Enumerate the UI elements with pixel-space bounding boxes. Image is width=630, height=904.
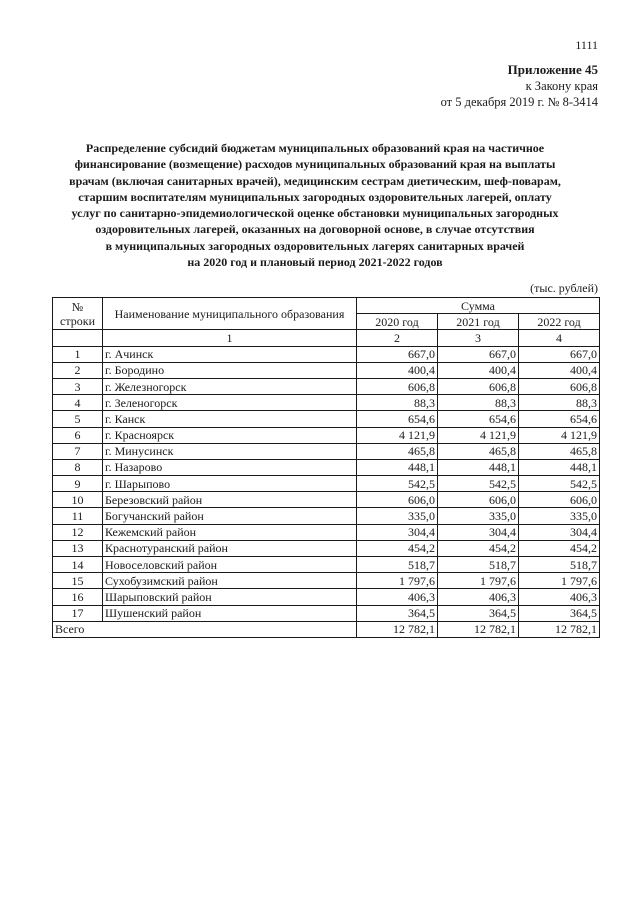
value-2021: 542,5 xyxy=(438,476,519,492)
value-2020: 606,8 xyxy=(357,378,438,394)
value-2021: 606,8 xyxy=(438,378,519,394)
value-2022: 542,5 xyxy=(519,476,600,492)
value-2022: 88,3 xyxy=(519,395,600,411)
value-2022: 406,3 xyxy=(519,589,600,605)
municipality-name: г. Канск xyxy=(103,411,357,427)
value-2021: 406,3 xyxy=(438,589,519,605)
table-row xyxy=(53,476,600,492)
value-2022: 518,7 xyxy=(519,557,600,573)
row-number: 4 xyxy=(53,395,103,411)
value-2020: 4 121,9 xyxy=(357,427,438,443)
row-number: 13 xyxy=(53,540,103,556)
value-2022: 4 121,9 xyxy=(519,427,600,443)
heading-line: оздоровительных лагерей, оказанных на договорной основе, в случае отсутствия xyxy=(95,222,535,237)
table-row xyxy=(53,589,600,605)
table-row xyxy=(53,524,600,540)
value-2020: 304,4 xyxy=(357,524,438,540)
table-body xyxy=(53,346,600,637)
row-number: 11 xyxy=(53,508,103,524)
header-name: Наименование муниципального образования xyxy=(103,298,357,330)
value-2021: 364,5 xyxy=(438,605,519,621)
row-number: 15 xyxy=(53,573,103,589)
value-2022: 400,4 xyxy=(519,362,600,378)
row-number: 2 xyxy=(53,362,103,378)
col-number: 2 xyxy=(357,330,438,346)
heading-line: Распределение субсидий бюджетам муниципальных образований края на частичное xyxy=(85,141,545,155)
value-2021: 654,6 xyxy=(438,411,519,427)
municipality-name: г. Железногорск xyxy=(103,378,357,394)
row-number: 1 xyxy=(53,346,103,362)
value-2022: 606,8 xyxy=(519,378,600,394)
column-numbers-row xyxy=(53,330,600,346)
value-2020: 667,0 xyxy=(357,346,438,362)
col-number: 3 xyxy=(438,330,519,346)
value-2021: 88,3 xyxy=(438,395,519,411)
municipality-name: г. Шарыпово xyxy=(103,476,357,492)
municipality-name: Березовский район xyxy=(103,492,357,508)
total-2022: 12 782,1 xyxy=(519,621,600,637)
value-2021: 454,2 xyxy=(438,540,519,556)
table-row xyxy=(53,395,600,411)
municipality-name: Сухобузимский район xyxy=(103,573,357,589)
header-year-2020: 2020 год xyxy=(357,314,438,330)
appendix-block xyxy=(441,62,598,110)
value-2021: 448,1 xyxy=(438,459,519,475)
table-row xyxy=(53,540,600,556)
value-2022: 606,0 xyxy=(519,492,600,508)
municipality-name: Кежемский район xyxy=(103,524,357,540)
value-2022: 1 797,6 xyxy=(519,573,600,589)
col-number: 4 xyxy=(519,330,600,346)
row-number: 7 xyxy=(53,443,103,459)
table-row xyxy=(53,492,600,508)
value-2022: 667,0 xyxy=(519,346,600,362)
value-2020: 400,4 xyxy=(357,362,438,378)
value-2020: 406,3 xyxy=(357,589,438,605)
row-number: 14 xyxy=(53,557,103,573)
table-row xyxy=(53,508,600,524)
value-2021: 400,4 xyxy=(438,362,519,378)
value-2020: 364,5 xyxy=(357,605,438,621)
col-number: 1 xyxy=(103,330,357,346)
value-2021: 4 121,9 xyxy=(438,427,519,443)
table-header-row xyxy=(53,298,600,314)
value-2021: 667,0 xyxy=(438,346,519,362)
value-2020: 518,7 xyxy=(357,557,438,573)
table-row xyxy=(53,378,600,394)
row-number: 5 xyxy=(53,411,103,427)
value-2020: 335,0 xyxy=(357,508,438,524)
municipality-name: Новоселовский район xyxy=(103,557,357,573)
table-row xyxy=(53,411,600,427)
row-number: 3 xyxy=(53,378,103,394)
header-year-2021: 2021 год xyxy=(438,314,519,330)
row-number: 8 xyxy=(53,459,103,475)
table-row xyxy=(53,459,600,475)
value-2021: 465,8 xyxy=(438,443,519,459)
table-row xyxy=(53,557,600,573)
heading-line: финансирование (возмещение) расходов муниципальных образований края на выплаты xyxy=(74,157,556,172)
value-2020: 448,1 xyxy=(357,459,438,475)
value-2022: 465,8 xyxy=(519,443,600,459)
row-number: 16 xyxy=(53,589,103,605)
municipality-name: Краснотуранский район xyxy=(103,540,357,556)
heading-line: в муниципальных загородных оздоровительных лагерях санитарных врачей xyxy=(105,238,525,253)
value-2020: 606,0 xyxy=(357,492,438,508)
value-2022: 448,1 xyxy=(519,459,600,475)
value-2022: 335,0 xyxy=(519,508,600,524)
units-label: (тыс. рублей) xyxy=(530,281,598,295)
value-2021: 518,7 xyxy=(438,557,519,573)
municipality-name: г. Красноярск xyxy=(103,427,357,443)
municipality-name: Богучанский район xyxy=(103,508,357,524)
table-row xyxy=(53,346,600,362)
row-number: 6 xyxy=(53,427,103,443)
table-row xyxy=(53,443,600,459)
total-row xyxy=(53,621,600,637)
appendix-law-ref: к Закону края xyxy=(525,79,598,93)
municipality-name: г. Зеленогорск xyxy=(103,395,357,411)
value-2020: 454,2 xyxy=(357,540,438,556)
municipality-name: Шушенский район xyxy=(103,605,357,621)
value-2020: 542,5 xyxy=(357,476,438,492)
value-2022: 454,2 xyxy=(519,540,600,556)
municipality-name: г. Минусинск xyxy=(103,443,357,459)
value-2020: 88,3 xyxy=(357,395,438,411)
total-2021: 12 782,1 xyxy=(438,621,519,637)
value-2021: 335,0 xyxy=(438,508,519,524)
document-heading xyxy=(40,140,590,270)
municipality-name: г. Бородино xyxy=(103,362,357,378)
col-number xyxy=(53,330,103,346)
municipality-name: г. Ачинск xyxy=(103,346,357,362)
row-number: 9 xyxy=(53,476,103,492)
header-year-2022: 2022 год xyxy=(519,314,600,330)
total-2020: 12 782,1 xyxy=(357,621,438,637)
table-row xyxy=(53,362,600,378)
page-number: 1111 xyxy=(575,38,598,52)
heading-line: на 2020 год и плановый период 2021-2022 годов xyxy=(187,255,443,270)
table-row xyxy=(53,427,600,443)
value-2021: 1 797,6 xyxy=(438,573,519,589)
appendix-title: Приложение 45 xyxy=(507,62,598,77)
table-row xyxy=(53,573,600,589)
header-num: № строки xyxy=(53,298,103,330)
value-2020: 465,8 xyxy=(357,443,438,459)
value-2020: 1 797,6 xyxy=(357,573,438,589)
value-2022: 304,4 xyxy=(519,524,600,540)
value-2020: 654,6 xyxy=(357,411,438,427)
municipality-name: Шарыповский район xyxy=(103,589,357,605)
value-2022: 654,6 xyxy=(519,411,600,427)
row-number: 17 xyxy=(53,605,103,621)
heading-line: услуг по санитарно-эпидемиологической оценке обстановки муниципальных загородных xyxy=(71,206,559,221)
heading-line: старшим воспитателям муниципальных загородных оздоровительных лагерей, оплату xyxy=(78,189,552,204)
value-2021: 304,4 xyxy=(438,524,519,540)
row-number: 12 xyxy=(53,524,103,540)
value-2022: 364,5 xyxy=(519,605,600,621)
heading-line: врачам (включая санитарных врачей), медицинским сестрам диетическим, шеф-поварам, xyxy=(69,173,561,188)
value-2021: 606,0 xyxy=(438,492,519,508)
subsidy-table xyxy=(52,297,600,638)
header-sum: Сумма xyxy=(357,298,600,314)
appendix-date: от 5 декабря 2019 г. № 8-3414 xyxy=(440,95,598,109)
municipality-name: г. Назарово xyxy=(103,459,357,475)
table-row xyxy=(53,605,600,621)
total-label: Всего xyxy=(53,621,357,637)
row-number: 10 xyxy=(53,492,103,508)
